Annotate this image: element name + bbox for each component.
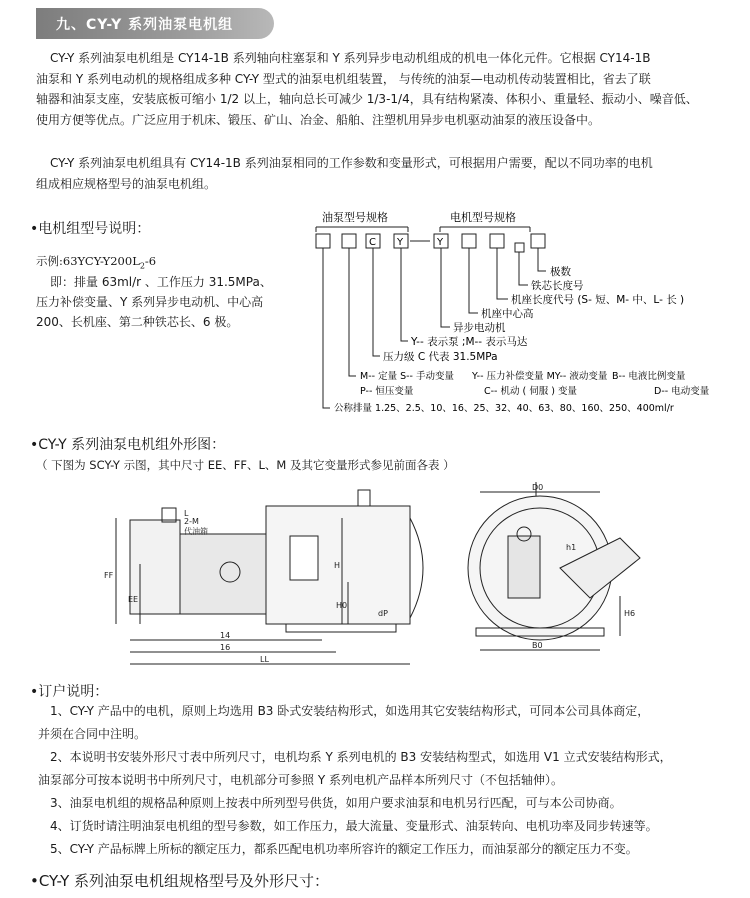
section-header-title: 九、CY-Y 系列油泵电机组 [56, 17, 234, 33]
code-box-9 [531, 234, 545, 248]
dim-label: B0 [532, 641, 543, 650]
code-box-text: Y [437, 237, 444, 248]
intro-line: 使用方便等优点。广泛应用于机床、锻压、矿山、冶金、船舶、注塑机用异步电机驱动油泵的液压设备中。 [36, 112, 601, 127]
motor-foot [286, 624, 396, 632]
explain-line: 200、长机座、第二种铁芯长、6 极。 [36, 315, 239, 329]
code-box-6 [462, 234, 476, 248]
intro-line: CY-Y 系列油泵电机组是 CY14-1B 系列轴向柱塞泵和 Y 系列异步电动机组成的机电一体化元件。它根据 CY14-1B [50, 51, 651, 65]
dim-label: LL [260, 655, 269, 664]
intro-line: 组成相应规格型号的油泵电机组。 [36, 176, 217, 191]
order-line: 油泵部分可按本说明书中所列尺寸，电机部分可参照 Y 系列电机产品样本所列尺寸（不包括轴伸）。 [38, 773, 563, 787]
intro-line: 油泵和 Y 系列电动机的规格组成多种 CY-Y 型式的油泵电机组装置， 与传统的油泵—电动机传动装置相比，省去了联 [36, 71, 651, 86]
variable-type: B-- 电液比例变量 [612, 371, 686, 382]
code-box-8-small [515, 243, 524, 252]
variable-type: D-- 电动变量 [654, 386, 710, 397]
dim-label: 16 [220, 643, 231, 652]
lifting-eye [358, 490, 370, 506]
annotation-poles: 极数 [550, 266, 571, 278]
variable-type: C-- 机动 ( 伺服 ) 变量 [484, 386, 578, 397]
explain-line: 压力补偿变量、Y 系列异步电动机、中心高 [36, 295, 264, 309]
motor-end-cap [410, 518, 423, 618]
dim-label: dP [378, 609, 388, 618]
model-section-title: •电机组型号说明： [30, 221, 151, 237]
intro-line: CY-Y 系列油泵电机组具有 CY14-1B 系列油泵相同的工作参数和变量形式，可根据用户需要，配以不同功率的电机 [50, 156, 653, 170]
pump-front [508, 536, 540, 598]
intro-line: 轴器和油泵支座，安装底板可缩小 1/2 以上，轴向总长可减少 1/3-1/4，具有结构紧凑、体积小、重量轻、振动小、噪音低、 [36, 92, 698, 106]
order-line: 1、CY-Y 产品中的电机，原则上均选用 B3 卧式安装结构形式，如选用其它安装结构形式，可同本公司具体商定， [50, 704, 650, 718]
motor-group-label: 电机型号规格 [450, 211, 516, 224]
intro-paragraph-2 [36, 153, 716, 194]
model-code-diagram [300, 205, 740, 415]
annotation-pressure: 压力级 C 代表 31.5MPa [383, 351, 498, 363]
order-line: 并须在合同中注明。 [38, 727, 147, 741]
model-example-label: 示例:63YCY-Y200L [36, 254, 140, 268]
dim-label: 代油箱 [184, 527, 208, 536]
annotation-center-height: 机座中心高 [481, 308, 534, 320]
dim-label: H [334, 561, 341, 570]
model-explanation [36, 272, 272, 332]
annotation-frame-length: 机座长度代号 (S- 短、M- 中、L- 长 ) [511, 294, 685, 306]
terminal-box [290, 536, 318, 580]
order-line: 5、CY-Y 产品标牌上所标的额定压力，都系匹配电机功率所容许的额定工作压力，而油泵部分的额定压力不变。 [50, 842, 638, 856]
order-line: 2、本说明书安装外形尺寸表中所列尺寸，电机均系 Y 系列电机的 B3 安装结构型式，如选用 V1 立式安装结构形式， [50, 750, 672, 764]
intro-paragraph-1 [36, 48, 716, 130]
code-box-1 [316, 234, 330, 248]
order-section-title: •订户说明： [30, 684, 109, 700]
dim-label: EE [128, 595, 139, 604]
dim-label: 14 [220, 631, 231, 640]
variable-type: Y-- 压力补偿变量 MY-- 液动变量 [472, 371, 608, 382]
code-box-7 [490, 234, 504, 248]
variable-type: M-- 定量 S-- 手动变量 [360, 371, 454, 382]
pump-housing [180, 534, 266, 614]
pump-group-label: 油泵型号规格 [322, 211, 388, 224]
annotation-motor: 异步电动机 [453, 322, 506, 334]
order-line: 3、油泵电机组的规格品种原则上按表中所列型号供货，如用户要求油泵和电机另行匹配，可与本公司协商。 [50, 796, 622, 810]
drawing-caption: （ 下图为 SCY-Y 示图，其中尺寸 EE、FF、L、M 及其它变量形式参见前面各表 ） [36, 458, 455, 472]
code-box-text: C [369, 237, 376, 248]
model-example-suffix: -6 [144, 254, 157, 268]
drawing-section-title: •CY-Y 系列油泵电机组外形图： [30, 437, 226, 453]
dim-label: D0 [532, 483, 544, 492]
dim-label: H0 [336, 601, 348, 610]
dim-label: L [184, 509, 189, 518]
dim-label: 2-M [184, 517, 199, 526]
dim-label: h1 [566, 543, 577, 552]
annotation-pump-motor: Y-- 表示泵 ;M-- 表示马达 [411, 336, 528, 348]
outline-drawing [100, 478, 720, 678]
variable-type: P-- 恒压变量 [360, 386, 414, 397]
displacement-list: 公称排量 1.25、2.5、10、16、25、32、40、63、80、160、250、400ml/r [334, 403, 674, 414]
model-example-sub: 2 [139, 261, 145, 271]
order-line: 4、订货时请注明油泵电机组的型号参数，如工作压力，最大流量、变量形式、油泵转向、电机功率及同步转速等。 [50, 819, 658, 833]
annotation-core-length: 铁芯长度号 [531, 280, 584, 292]
code-box-text: Y [397, 237, 404, 248]
spec-table-title: •CY-Y 系列油泵电机组规格型号及外形尺寸： [30, 872, 330, 890]
code-box-2 [342, 234, 356, 248]
explain-line: 即：排量 63ml/r 、工作压力 31.5MPa、 [50, 275, 272, 289]
side-view [116, 490, 423, 664]
dim-label: FF [104, 571, 114, 580]
front-view [468, 482, 640, 650]
dim-label: H6 [624, 609, 636, 618]
